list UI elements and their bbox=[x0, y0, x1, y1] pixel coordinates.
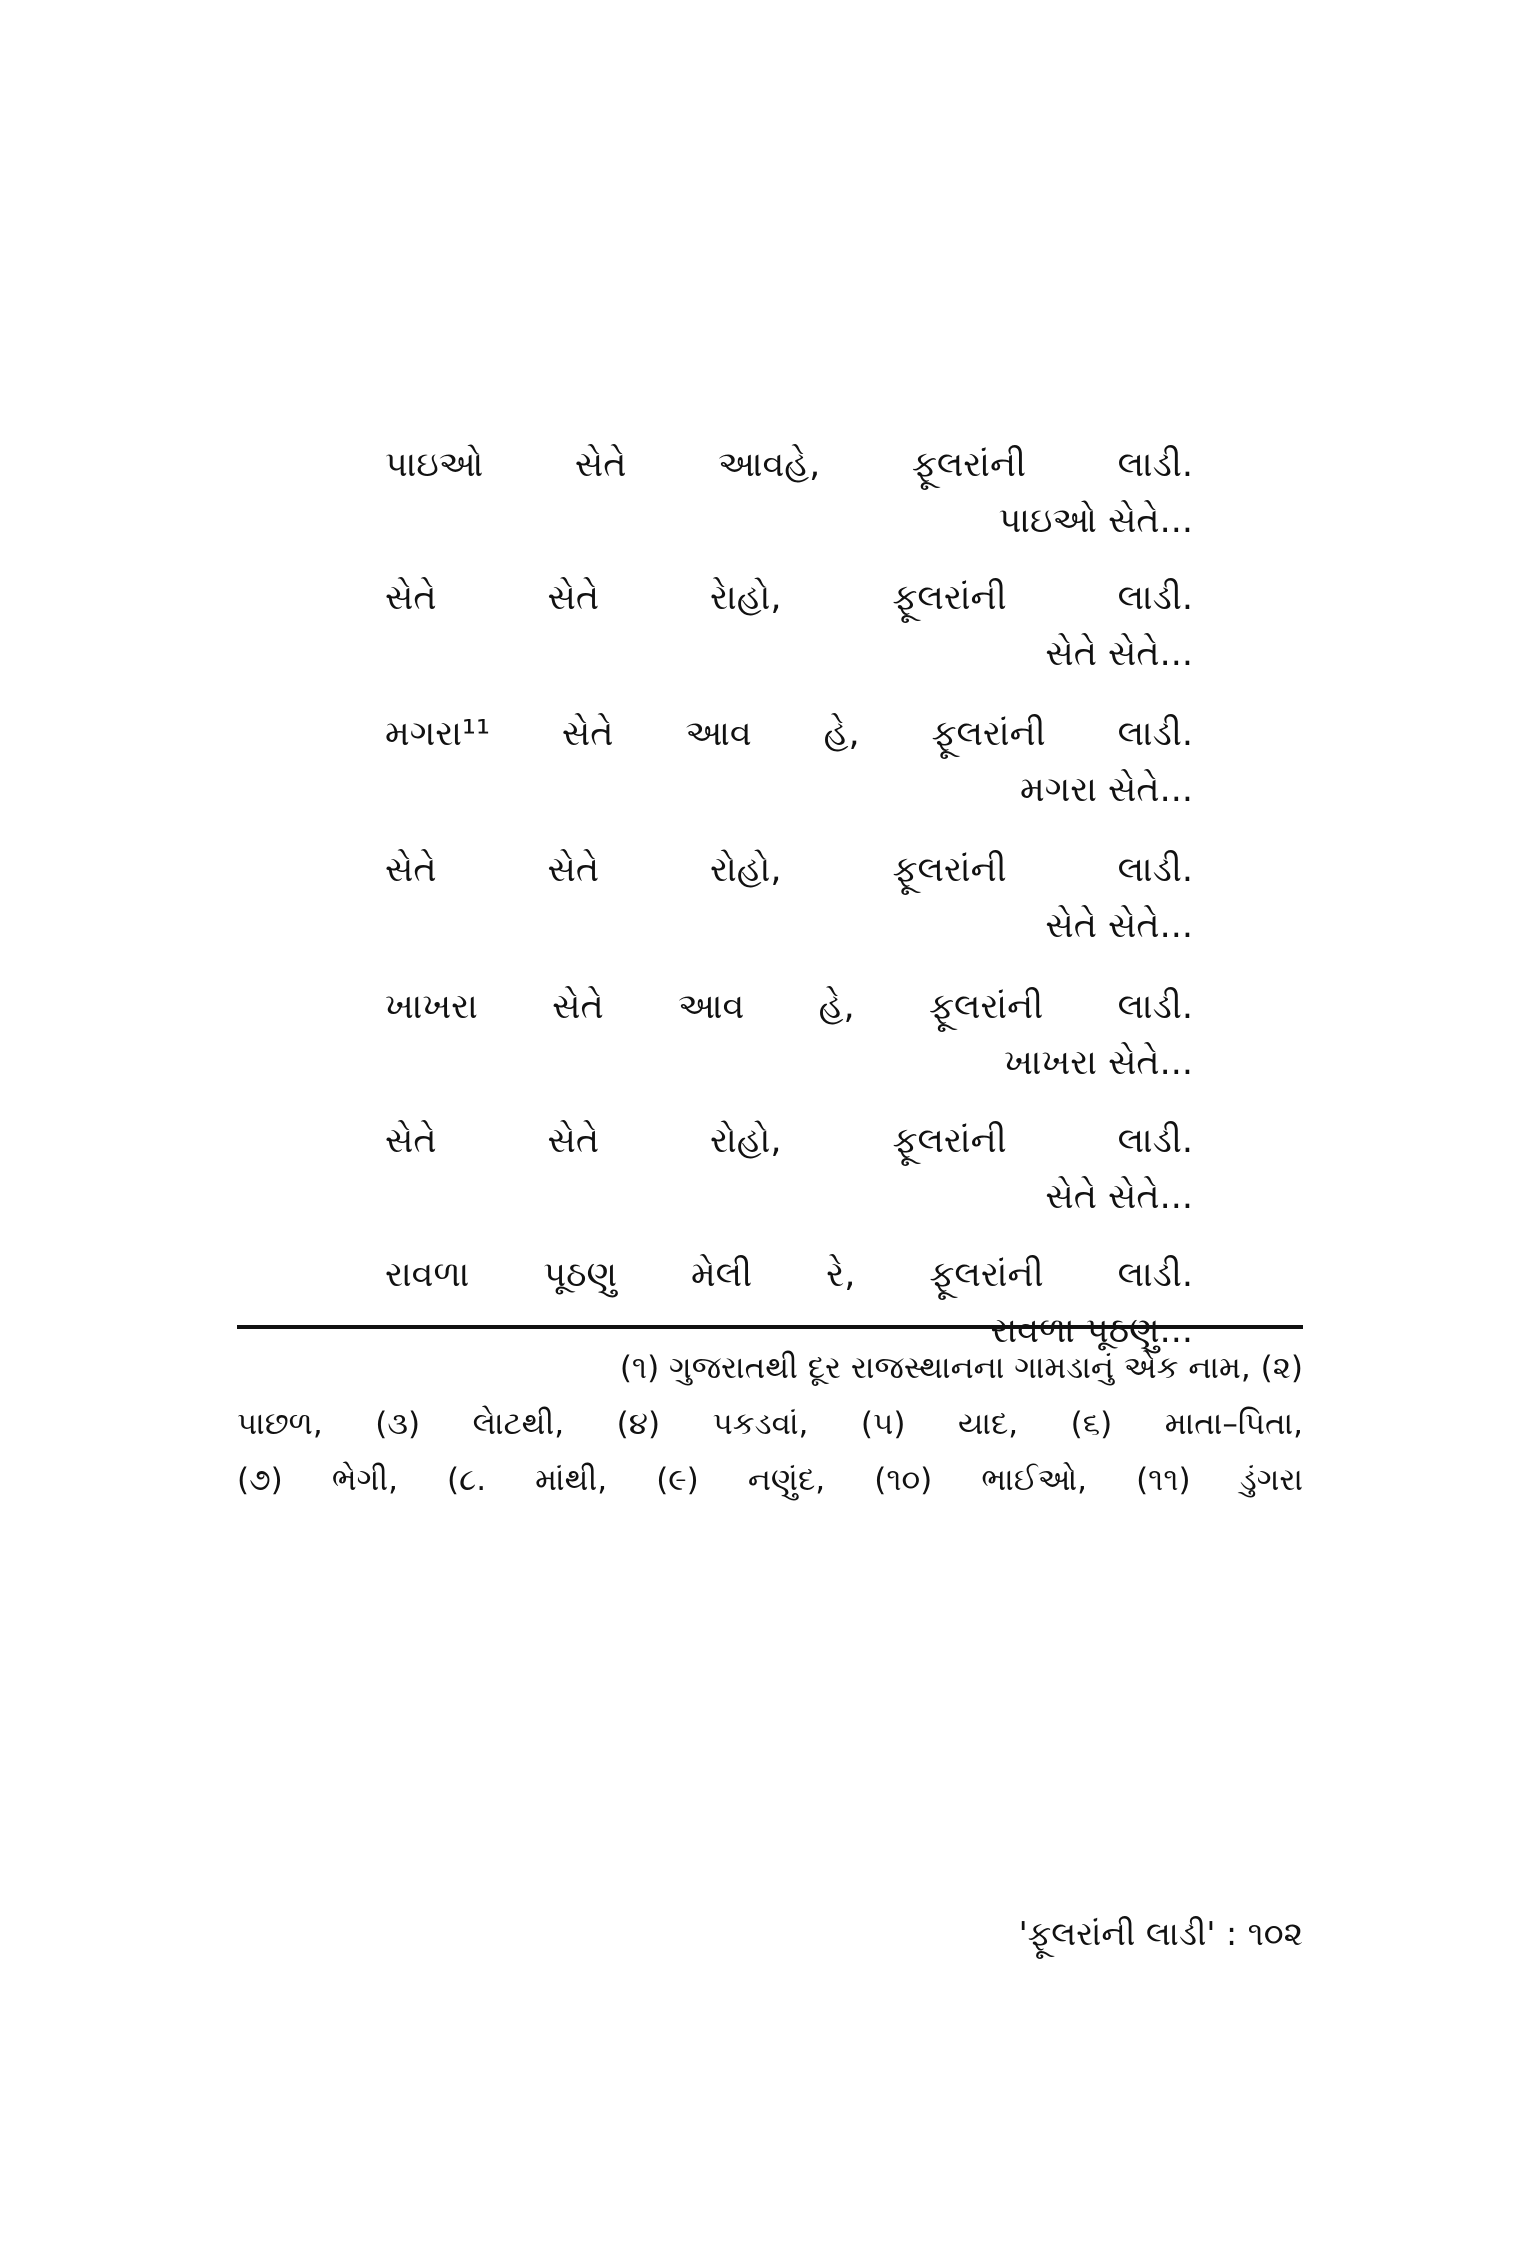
verse-word: રાવળા bbox=[385, 1255, 470, 1295]
verse-word: લાડી. bbox=[1117, 987, 1193, 1027]
verse-word: મગરા¹¹ bbox=[385, 714, 490, 754]
verse-line bbox=[385, 441, 1193, 489]
verse-word: સેતે bbox=[552, 987, 604, 1027]
verse-word: સેતે bbox=[385, 1121, 437, 1161]
verse-line bbox=[385, 1251, 1193, 1299]
verse-word: આવ bbox=[678, 987, 745, 1027]
refrain-line: મગરા સેતે... bbox=[1020, 770, 1193, 810]
verse-word: સેતે bbox=[385, 850, 437, 890]
verse-word: આવહે, bbox=[717, 445, 821, 485]
verse-word: લાડી. bbox=[1117, 578, 1193, 618]
verse-word: રોહો, bbox=[709, 850, 782, 890]
verse-word: સેતે bbox=[547, 850, 600, 890]
verse-word: ફૂલરાંની bbox=[931, 714, 1046, 754]
verse-word: મેલી bbox=[690, 1255, 753, 1295]
verse-line bbox=[385, 1117, 1193, 1165]
verse-word: રે, bbox=[826, 1255, 856, 1295]
verse-word: લાડી. bbox=[1117, 1121, 1193, 1161]
footnotes bbox=[237, 1340, 1303, 1508]
verse-word: ફૂલરાંની bbox=[892, 1121, 1007, 1161]
verse-word: રોહો, bbox=[709, 1121, 782, 1161]
verse-word: ફૂલરાંની bbox=[929, 987, 1044, 1027]
stanza-1 bbox=[385, 441, 1193, 545]
refrain-line: સેતે સેતે... bbox=[1045, 1177, 1193, 1217]
verse-word: લાડી. bbox=[1117, 445, 1193, 485]
verse-word: ફૂલરાંની bbox=[911, 445, 1027, 485]
verse-word: હે, bbox=[823, 714, 860, 754]
refrain-line: રાવળા પૂઠણુ... bbox=[990, 1311, 1193, 1351]
verse-word: આવ bbox=[685, 714, 752, 754]
verse-word: સેતે bbox=[547, 578, 600, 618]
verse-word: પૂઠણુ bbox=[543, 1255, 617, 1295]
verse-word: ફૂલરાંની bbox=[892, 578, 1007, 618]
stanza-3 bbox=[385, 710, 1193, 814]
verse-word: ખાખરા bbox=[385, 987, 478, 1027]
verse-word: ફૂલરાંની bbox=[892, 850, 1007, 890]
verse-word: રેાહો, bbox=[710, 578, 782, 618]
stanza-2 bbox=[385, 574, 1193, 678]
verse-word: સેતે bbox=[385, 578, 437, 618]
verse-line bbox=[385, 710, 1193, 758]
refrain-line: ખાખરા સેતે... bbox=[1004, 1043, 1193, 1083]
refrain-line: પાઇઓ સેતે... bbox=[998, 501, 1193, 541]
verse-word: પાઇઓ bbox=[385, 445, 484, 485]
verse-line bbox=[385, 983, 1193, 1031]
footnote-divider bbox=[237, 1325, 1303, 1329]
verse-word: હે, bbox=[818, 987, 855, 1027]
refrain-line: સેતે સેતે... bbox=[1045, 906, 1193, 946]
verse-line bbox=[385, 846, 1193, 894]
footnote-line: (૧) ગુજરાતથી દૂર રાજસ્થાનના ગામડાનું એક નામ, (૨) bbox=[619, 1350, 1303, 1386]
verse-word: લાડી. bbox=[1117, 850, 1193, 890]
verse-word: સેતે bbox=[574, 445, 627, 485]
verse-word: સેતે bbox=[561, 714, 614, 754]
stanza-4 bbox=[385, 846, 1193, 950]
verse-word: ફૂલરાંની bbox=[929, 1255, 1044, 1295]
refrain-line: સેતે સેતે... bbox=[1045, 634, 1193, 674]
footnote-line: (૭) ભેગી, (૮. માંથી, (૯) નણુંદ, (૧૦) ભાઈઓ, (૧૧) ડુંગરા bbox=[237, 1462, 1303, 1498]
footnote-line: પાછળ, (૩) લેાટથી, (૪) પકડવાં, (૫) યાદ, (૬) માતા–પિતા, bbox=[237, 1406, 1303, 1442]
stanza-6 bbox=[385, 1117, 1193, 1221]
verse-line bbox=[385, 574, 1193, 622]
verse-word: લાડી. bbox=[1117, 714, 1193, 754]
verse-word: લાડી. bbox=[1117, 1255, 1193, 1295]
running-footer: 'ફૂલરાંની લાડી' : ૧૦૨ bbox=[1018, 1914, 1303, 1953]
stanza-5 bbox=[385, 983, 1193, 1087]
verse-word: સેતે bbox=[547, 1121, 600, 1161]
